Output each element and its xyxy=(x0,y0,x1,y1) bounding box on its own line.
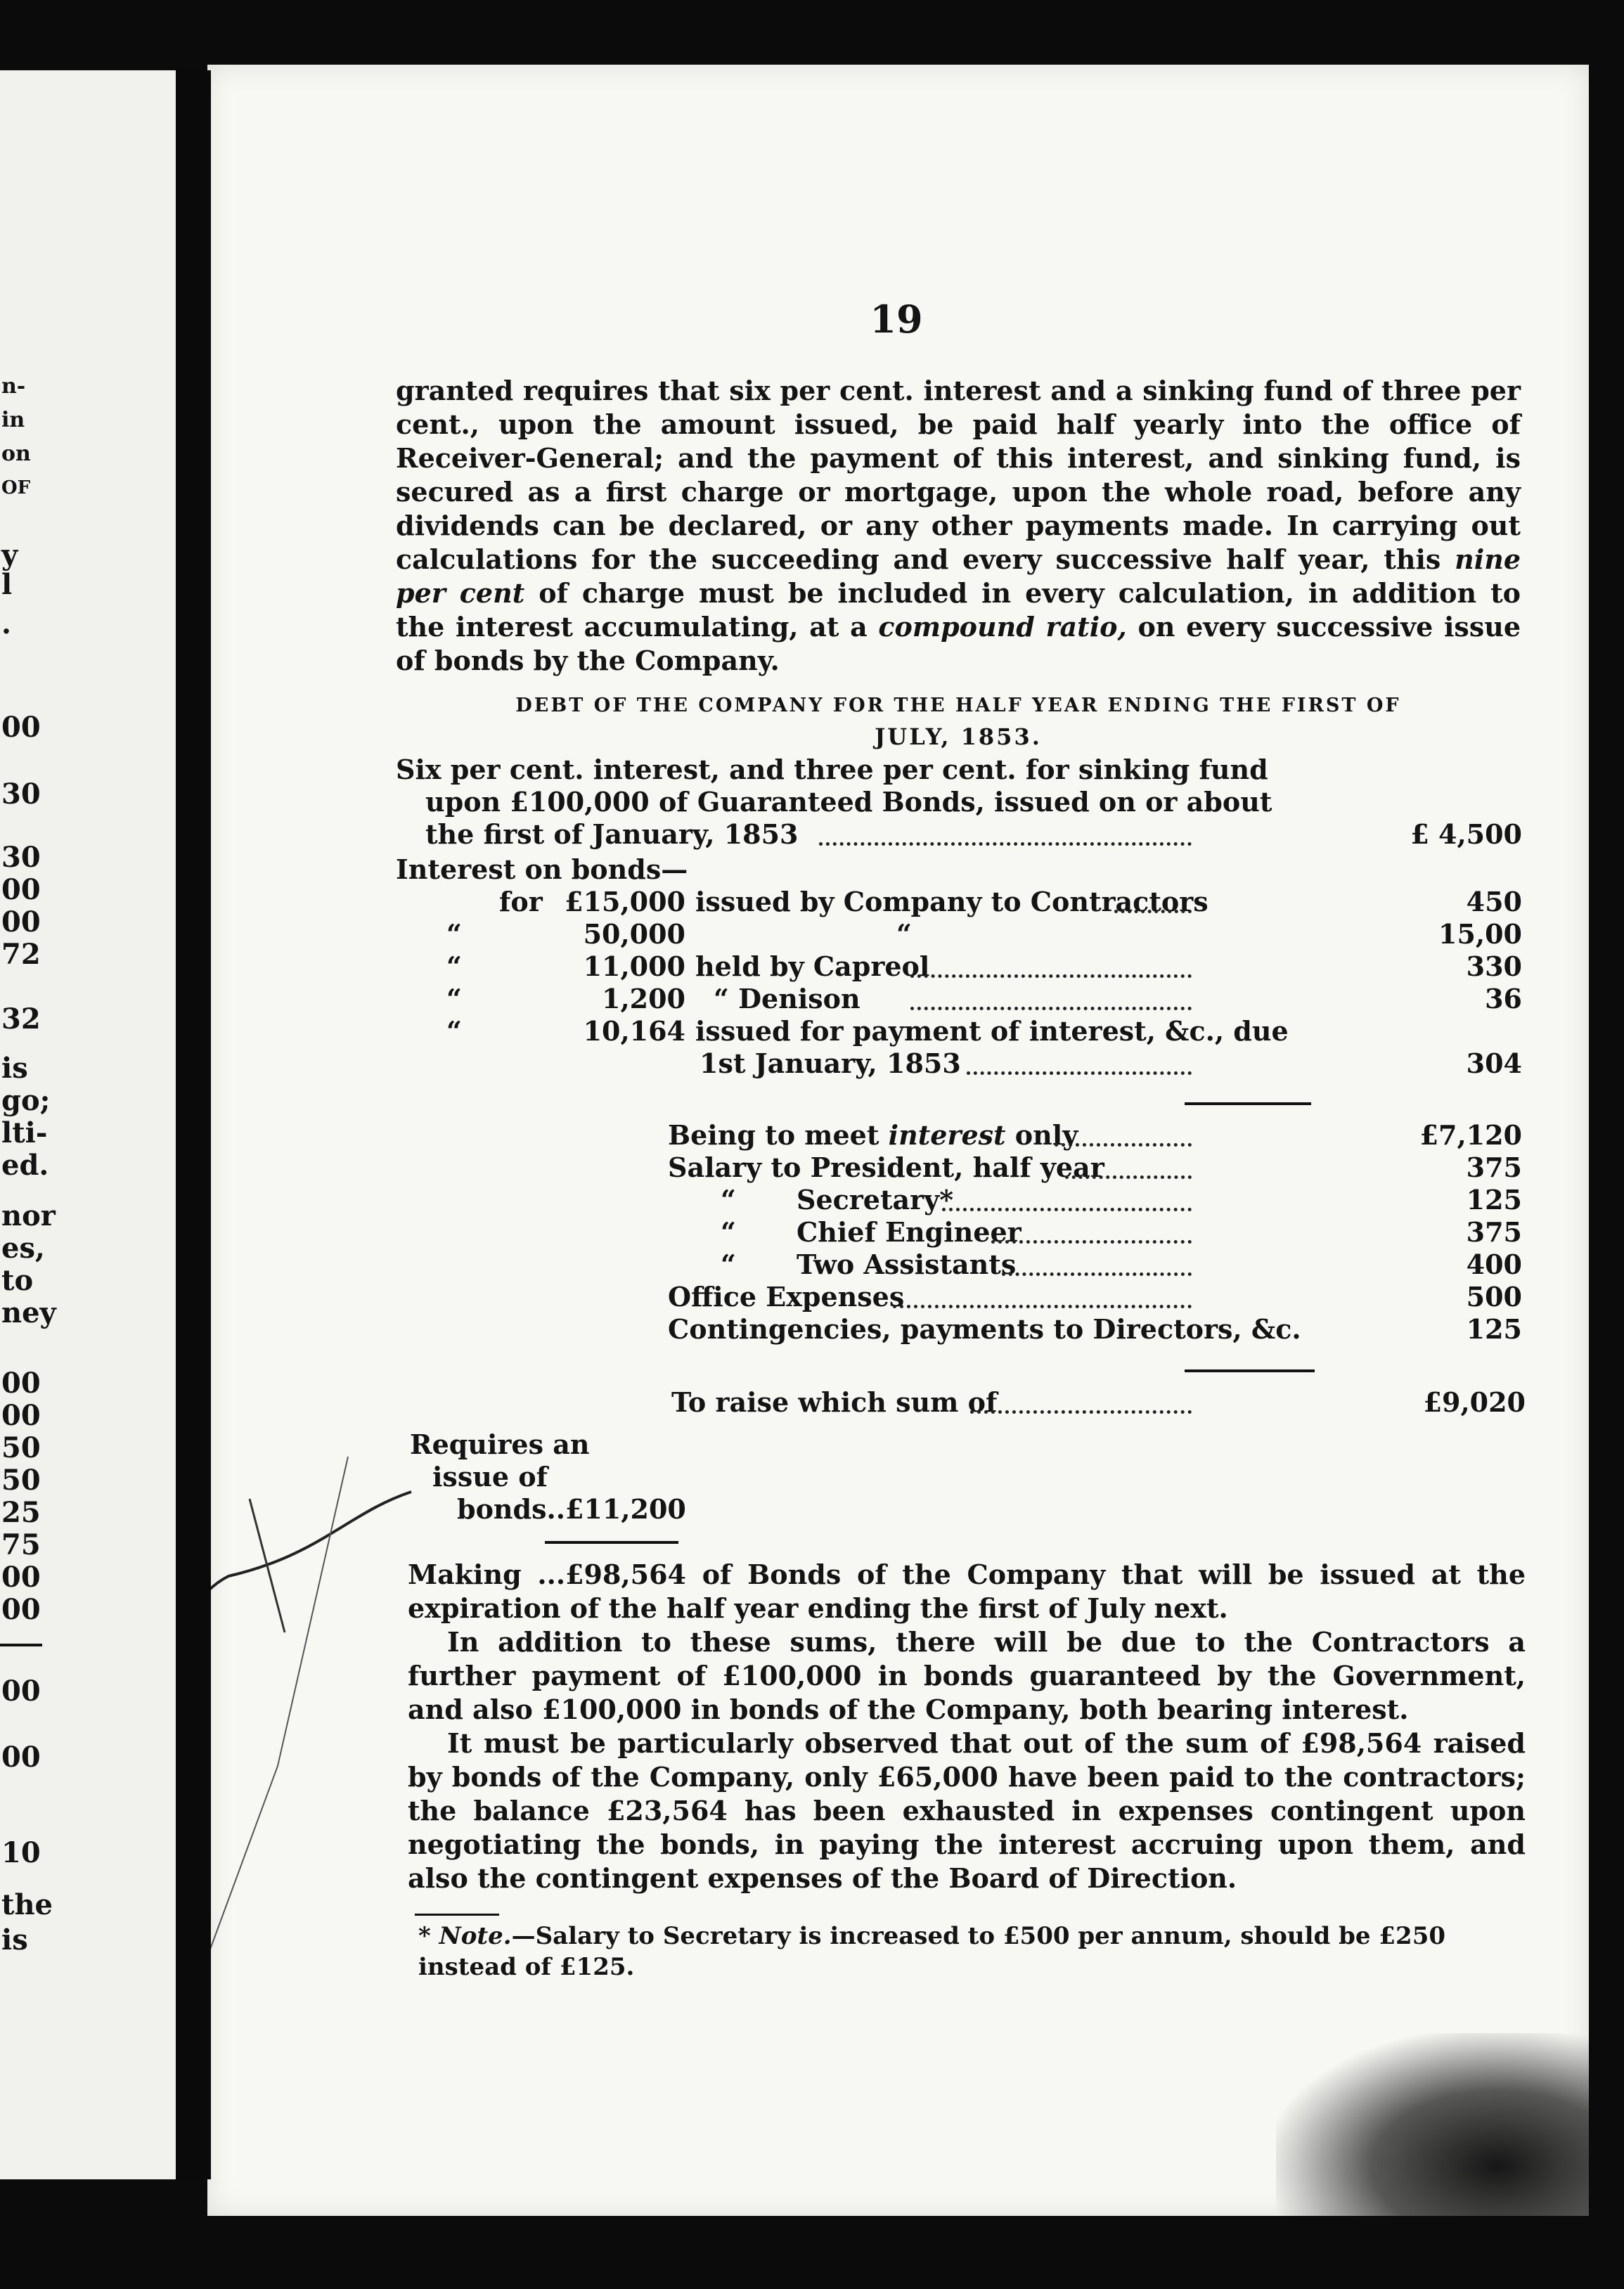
bond-row-desc: issued by Company to Contractors xyxy=(695,886,1209,917)
bond-row-desc-line2: 1st January, 1853 xyxy=(700,1047,961,1079)
salary-value: 375 xyxy=(1466,1152,1522,1183)
margin-fragment: 00 xyxy=(1,873,41,906)
margin-fragment: ney xyxy=(1,1296,56,1329)
margin-fragment: . xyxy=(1,607,11,640)
margin-fragment: 75 xyxy=(1,1528,41,1561)
margin-fragment: 32 xyxy=(1,1002,41,1036)
requires-line1: Requires an xyxy=(410,1429,590,1460)
margin-fragment: 25 xyxy=(1,1496,41,1529)
margin-fragment: 00 xyxy=(1,1399,41,1432)
margin-fragment: to xyxy=(1,1264,34,1297)
margin-fragment: 72 xyxy=(1,938,41,971)
intro-paragraph: granted requires that six per cent. interest and a sinking fund of three per cent., upon the amount issued, be paid half yearly into the office of Receiver-General; and the payment of this interest, and sinking fund, is secured as a first charge or mortgage, upon the whole road, before any dividends can be declared, or any other payments made. In carrying out calculations for the succeeding and every successive half year, this nine per cent of charge must be included in every calculation, in addition to the interest accumulating, at a compound ratio, on every successive issue of bonds by the Company. xyxy=(396,375,1521,676)
footnote: * Note.—Salary to Secretary is increased to £500 per annum, should be £250 instead of £125. xyxy=(418,1922,1446,1981)
ditto-mark: “ xyxy=(446,983,462,1014)
bond-row-value: 36 xyxy=(1485,983,1522,1014)
margin-fragment: OF xyxy=(1,477,31,498)
margin-fragment: 00 xyxy=(1,711,41,744)
margin-fragment: ed. xyxy=(1,1149,49,1182)
margin-fragment: 00 xyxy=(1,1741,41,1774)
salary-label: Two Assistants xyxy=(797,1249,1017,1280)
margin-rule xyxy=(0,1644,42,1646)
salary-label: Salary to President, half year xyxy=(668,1152,1104,1183)
ditto-mark: “ xyxy=(446,1015,462,1047)
margin-fragment: go; xyxy=(1,1084,51,1117)
salary-value: 125 xyxy=(1466,1184,1522,1216)
margin-fragment: l xyxy=(1,568,13,601)
ditto-mark: “ xyxy=(721,1184,736,1216)
salary-label: Secretary* xyxy=(797,1184,954,1216)
margin-fragment: 50 xyxy=(1,1464,41,1497)
margin-fragment: on xyxy=(1,441,31,466)
observed-paragraph: It must be particularly observed that out of the sum of £98,564 raised by bonds of the Company, only £65,000 have been paid to the contractors; the balance £23,564 has been exhausted in expenses contingent upon negotiating the bonds, in paying the interest accruing upon them, and also the contingent expenses of the Board of Direction. xyxy=(408,1727,1526,1894)
margin-fragment: is xyxy=(1,1923,28,1956)
margin-fragment: es, xyxy=(1,1232,45,1265)
salary-value: 400 xyxy=(1466,1249,1522,1280)
bond-row-desc: “ Denison xyxy=(714,983,861,1014)
subtotal-label: Being to meet interest only xyxy=(668,1119,1078,1151)
ditto-mark: “ xyxy=(446,950,462,982)
margin-fragment: n- xyxy=(1,374,26,399)
debt-heading-line2: JULY, 1853. xyxy=(875,723,1042,750)
requires-line2: issue of xyxy=(432,1461,548,1492)
making-paragraph: Making ...£98,564 of Bonds of the Company that will be issued at the expiration of the half year ending the first of July next. xyxy=(408,1559,1526,1624)
bond-row-desc: issued for payment of interest, &c., due xyxy=(695,1015,1289,1047)
margin-fragment: 00 xyxy=(1,905,41,939)
salary-value: 125 xyxy=(1466,1313,1522,1345)
bond-row-desc: “ xyxy=(896,918,912,950)
bond-row-amount: £15,000 xyxy=(565,886,685,917)
page-number: 19 xyxy=(870,297,923,342)
salary-label: Contingencies, payments to Directors, &c. xyxy=(668,1313,1301,1345)
addition-paragraph: In addition to these sums, there will be due to the Contractors a further payment of £100,000 in bonds guaranteed by the Government, and also £100,000 in bonds of the Company, both bearing interest. xyxy=(408,1626,1526,1725)
margin-fragment: y xyxy=(1,539,18,572)
margin-fragment: 30 xyxy=(1,841,41,874)
sinking-fund-line3: the first of January, 1853 xyxy=(425,818,799,850)
bond-row-amount: 11,000 xyxy=(583,950,685,982)
margin-fragment: the xyxy=(1,1888,53,1921)
bond-row-desc: held by Capreol xyxy=(695,950,930,982)
margin-fragment: 10 xyxy=(1,1836,41,1869)
sinking-fund-amount: £ 4,500 xyxy=(1410,818,1522,850)
margin-fragment: is xyxy=(1,1052,28,1085)
ditto-mark: “ xyxy=(446,918,462,950)
bond-row-amount: 50,000 xyxy=(583,918,685,950)
bond-row-value: 330 xyxy=(1466,950,1522,982)
salary-label: Chief Engineer xyxy=(797,1216,1022,1248)
margin-fragment: 00 xyxy=(1,1593,41,1626)
margin-fragment: 00 xyxy=(1,1675,41,1708)
bond-row-value: 15,00 xyxy=(1438,918,1522,950)
subtotal-value: £7,120 xyxy=(1419,1119,1522,1151)
pen-marks xyxy=(207,65,1589,2216)
bond-row-value: 304 xyxy=(1466,1047,1522,1079)
gutter xyxy=(176,70,211,2179)
total-label: To raise which sum of xyxy=(671,1386,998,1418)
margin-fragment: nor xyxy=(1,1199,56,1232)
margin-fragment: 00 xyxy=(1,1367,41,1400)
debt-heading-line1: DEBT OF THE COMPANY FOR THE HALF YEAR ENDING THE FIRST OF xyxy=(515,695,1401,716)
salary-label: Office Expenses xyxy=(668,1281,905,1313)
sinking-fund-line2: upon £100,000 of Guaranteed Bonds, issued on or about xyxy=(425,786,1272,818)
ditto-mark: “ xyxy=(721,1216,736,1248)
document-page xyxy=(207,65,1589,2216)
salary-value: 500 xyxy=(1466,1281,1522,1313)
bond-row-value: 450 xyxy=(1466,886,1522,917)
margin-fragment: in xyxy=(1,408,25,432)
ditto-mark: “ xyxy=(721,1249,736,1280)
total-value: £9,020 xyxy=(1423,1386,1526,1418)
sinking-fund-line1: Six per cent. interest, and three per cent. for sinking fund xyxy=(396,754,1268,785)
bond-row-amount: 10,164 xyxy=(583,1015,685,1047)
margin-fragment: 50 xyxy=(1,1431,41,1464)
margin-fragment: 30 xyxy=(1,778,41,811)
bond-row-amount: 1,200 xyxy=(602,983,685,1014)
requires-line3: bonds..£11,200 xyxy=(457,1493,686,1525)
interest-on-bonds-label: Interest on bonds— xyxy=(396,853,688,885)
margin-fragment: 00 xyxy=(1,1561,41,1594)
stain xyxy=(1276,2033,1589,2216)
salary-value: 375 xyxy=(1466,1216,1522,1248)
margin-fragment: lti- xyxy=(1,1116,48,1149)
bond-row-prefix: for xyxy=(499,886,543,917)
